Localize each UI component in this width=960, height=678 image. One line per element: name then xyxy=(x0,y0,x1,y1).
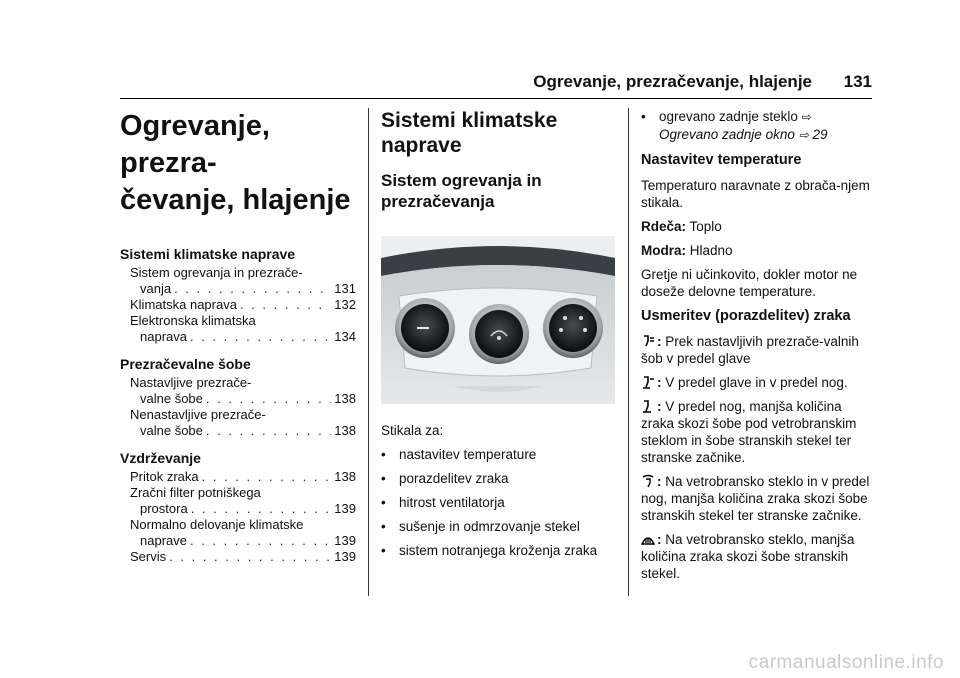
toc-page: 139 xyxy=(334,501,356,516)
distribution-mode: : V predel glave in v predel nog. xyxy=(641,374,873,391)
list-item: • ogrevano zadnje steklo ⇨ Ogrevano zadnje okno ⇨ 29 xyxy=(641,109,828,142)
reference-arrow-icon: ⇨ xyxy=(798,128,809,142)
list-item: • sušenje in odmrzovanje stekel xyxy=(381,519,580,534)
watermark: carmanualsonline.info xyxy=(748,652,944,673)
table-of-contents xyxy=(120,245,356,565)
toc-entry[interactable]: Klimatska naprava . . . 132 xyxy=(120,297,356,313)
chapter-title: Ogrevanje, prezra- čevanje, hlajenje xyxy=(120,110,351,216)
distribution-mode: : Na vetrobransko steklo, manjša količina zraka skozi šobe stranskih stekel. xyxy=(641,532,855,581)
toc-entry[interactable]: Elektronska klimatska naprava . . . 134 xyxy=(120,313,356,345)
temperature-text: Temperaturo naravnate z obrača-njem stikala. xyxy=(641,178,870,210)
intro-text: Stikala za: xyxy=(381,423,444,438)
toc-entry[interactable]: Pritok zraka . . . 138 xyxy=(120,469,356,485)
column-divider-2 xyxy=(628,108,629,596)
page-header xyxy=(120,72,872,92)
toc-section-title: Vzdrževanje xyxy=(120,450,201,466)
toc-list xyxy=(120,469,356,565)
cross-reference[interactable]: Ogrevano zadnje okno ⇨ 29 xyxy=(659,127,828,142)
toc-list xyxy=(120,375,356,439)
heating-note: Gretje ni učinkovito, dokler motor ne doseže delovne temperature. xyxy=(641,267,858,299)
column-divider-1 xyxy=(368,108,369,596)
temperature-heading: Nastavitev temperature xyxy=(641,152,802,168)
bi-level-icon xyxy=(641,375,655,389)
distribution-mode: : Na vetrobransko steklo in v predel nog, manjša količina zraka skozi šobe stranskih stekel ter stranske začnike. xyxy=(641,474,870,523)
defog-floor-icon xyxy=(641,474,655,488)
list-item: • sistem notranjega kroženja zraka xyxy=(381,543,598,558)
air-distribution-heading: Usmeritev (porazdelitev) zraka xyxy=(641,308,851,324)
reference-arrow-icon: ⇨ xyxy=(801,110,812,124)
climate-control-photo xyxy=(381,236,615,404)
toc-page: 138 xyxy=(334,423,356,438)
details-column xyxy=(641,108,873,589)
toc-entry[interactable]: Nastavljive prezrače- valne šobe . . . 138 xyxy=(120,375,356,407)
subsection-heading: Sistem ogrevanja in prezračevanja xyxy=(381,171,542,211)
red-line: Rdeča: Toplo xyxy=(641,219,722,234)
toc-column xyxy=(120,108,356,575)
list-item: • porazdelitev zraka xyxy=(381,471,509,486)
switch-list xyxy=(381,446,615,559)
toc-list xyxy=(120,265,356,345)
toc-entry[interactable]: Zračni filter potniškega prostora . . . 139 xyxy=(120,485,356,517)
toc-page: 134 xyxy=(334,329,356,344)
list-item: • nastavitev temperature xyxy=(381,447,537,462)
distribution-mode: : V predel nog, manjša količina zraka skozi šobe pod vetrobranskim steklom in šobe stranskih stekel ter stranske začnike. xyxy=(641,399,857,465)
toc-page: 139 xyxy=(334,533,356,548)
section-heading: Sistemi klimatske naprave xyxy=(381,109,558,157)
toc-entry[interactable]: Servis . . . 139 xyxy=(120,549,356,565)
toc-page: 138 xyxy=(334,391,356,406)
page-number: 131 xyxy=(843,72,872,91)
toc-page: 132 xyxy=(334,297,356,312)
toc-entry[interactable]: Sistem ogrevanja in prezrače- vanja . . . 131 xyxy=(120,265,356,297)
toc-page: 139 xyxy=(334,549,356,564)
distribution-modes xyxy=(641,333,873,582)
intro-column xyxy=(381,108,615,566)
blue-line: Modra: Hladno xyxy=(641,243,733,258)
header-rule xyxy=(120,98,872,99)
toc-entry[interactable]: Normalno delovanje klimatske naprave . . . 139 xyxy=(120,517,356,549)
toc-section-title: Sistemi klimatske naprave xyxy=(120,246,296,262)
running-title: Ogrevanje, prezračevanje, hlajenje xyxy=(533,72,812,91)
floor-icon xyxy=(641,399,655,413)
toc-page: 138 xyxy=(334,469,356,484)
toc-entry[interactable]: Nenastavljive prezrače- valne šobe . . . 138 xyxy=(120,407,356,439)
face-vent-icon xyxy=(641,334,655,348)
list-item: • hitrost ventilatorja xyxy=(381,495,505,510)
toc-page: 131 xyxy=(334,281,356,296)
distribution-mode: : Prek nastavljivih prezrače-valnih šob v predel glave xyxy=(641,334,859,366)
toc-section-title: Prezračevalne šobe xyxy=(120,356,251,372)
defrost-icon xyxy=(641,532,655,546)
